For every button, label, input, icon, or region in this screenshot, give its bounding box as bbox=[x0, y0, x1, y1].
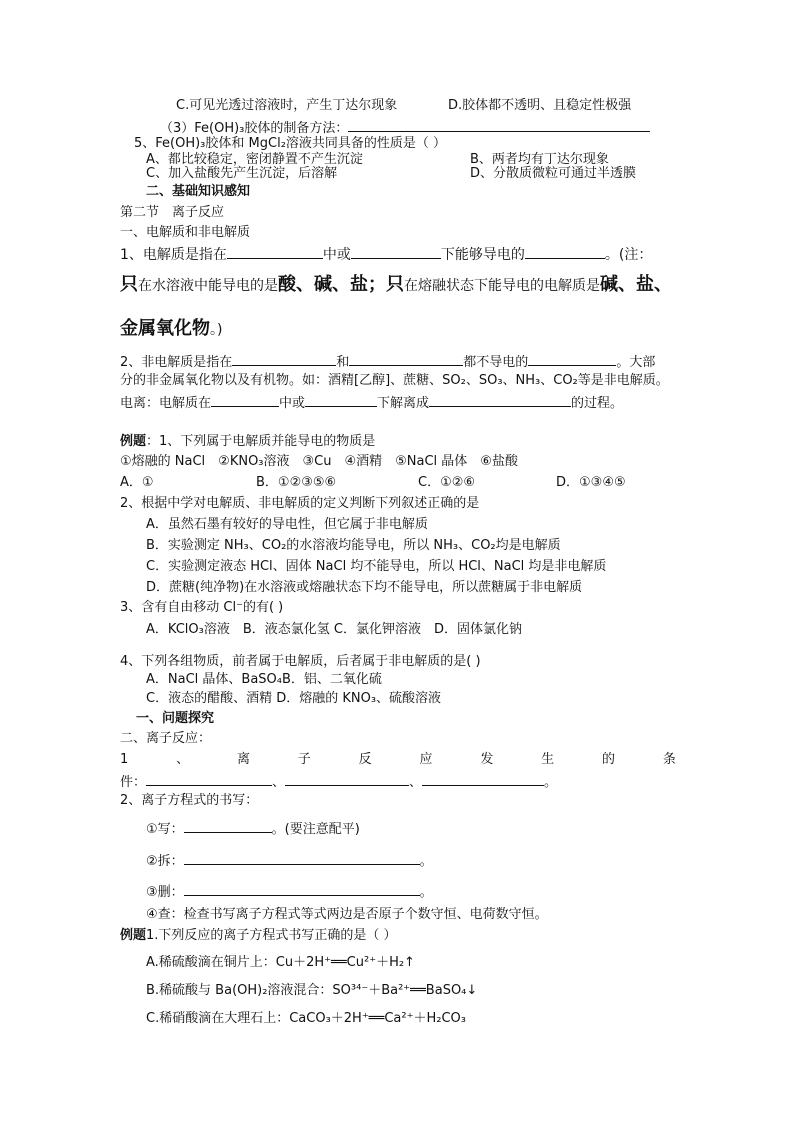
word: 应 bbox=[419, 752, 433, 767]
example-3-options: A．KClO₃溶液 B．液态氯化氢 C．氯化钾溶液 D．固体氯化钠 bbox=[146, 622, 522, 637]
text: 在水溶液中能导电的是 bbox=[138, 278, 278, 294]
word: 生 bbox=[541, 752, 555, 767]
text: 。 bbox=[544, 775, 558, 790]
blank bbox=[184, 819, 272, 833]
example-1-option-b: B．①②③⑤⑥ bbox=[256, 475, 337, 490]
example-4-question: 4、下列各组物质，前者属于电解质，后者属于非电解质的是( ) bbox=[120, 654, 481, 669]
example-3-question: 3、含有自由移动 Cl⁻的有( ) bbox=[120, 600, 284, 615]
text: ①写： bbox=[146, 822, 184, 837]
word: 子 bbox=[297, 752, 311, 767]
word: 发 bbox=[480, 752, 494, 767]
word: 离 bbox=[236, 752, 250, 767]
blank bbox=[227, 245, 323, 259]
step-check: ④查：检查书写离子方程式等式两边是否原子个数守恒、电荷数守恒。 bbox=[146, 907, 548, 922]
text: 下能够导电的 bbox=[440, 247, 525, 263]
text: 、 bbox=[409, 775, 423, 790]
text: 下解离成 bbox=[377, 396, 430, 411]
ionic-example-option-c: C.稀硝酸滴在大理石上：CaCO₃＋2H⁺══Ca²⁺＋H₂CO₃ bbox=[146, 1011, 466, 1026]
text: ②拆： bbox=[146, 854, 184, 869]
word: 1 bbox=[120, 752, 129, 767]
example-4-options-ab: A．NaCl 晶体、BaSO₄B．铝、二氧化硫 bbox=[146, 672, 382, 687]
emphasis: 只 bbox=[386, 274, 404, 295]
ionic-example-question bbox=[120, 927, 397, 945]
question-5-option-a: A、都比较稳定，密闭静置不产生沉淀 bbox=[146, 152, 363, 167]
step-split bbox=[146, 851, 433, 871]
emphasis: 只 bbox=[120, 274, 138, 295]
reaction-conditions-blanks bbox=[120, 772, 557, 792]
blank bbox=[184, 851, 420, 865]
text: 。(注： bbox=[604, 247, 653, 263]
question-3-text: （3）Fe(OH)₃胶体的制备方法： bbox=[160, 121, 349, 136]
step-delete bbox=[146, 882, 433, 902]
word: 条 bbox=[662, 752, 676, 767]
blank bbox=[305, 393, 377, 407]
nonelectrolyte-examples: 分的非金属氧化物以及有机物。如：酒精[乙醇]、蔗糖、SO₂、SO₃、NH₃、CO₂等是非电解质。 bbox=[120, 373, 669, 388]
example-2-question: 2、根据中学对电解质、非电解质的定义判断下列叙述正确的是 bbox=[120, 496, 480, 511]
emphasis: 碱、盐、 bbox=[600, 274, 672, 295]
text: 1、电解质是指在 bbox=[120, 247, 227, 263]
blank bbox=[211, 393, 279, 407]
example-label: 例题 bbox=[120, 928, 147, 943]
word: 、 bbox=[176, 752, 190, 767]
blank bbox=[525, 245, 605, 259]
example-2-option-a: A．虽然石墨有较好的导电性，但它属于非电解质 bbox=[146, 517, 428, 532]
ionic-equation-title: 2、离子方程式的书写： bbox=[120, 793, 259, 808]
emphasis: 金属氧化物 bbox=[120, 318, 210, 339]
text: 1.下列反应的离子方程式书写正确的是（ ） bbox=[146, 928, 397, 943]
question-5: 5、Fe(OH)₃胶体和 MgCl₂溶液共同具备的性质是（ ） bbox=[134, 136, 447, 151]
example-1-option-a: A．① bbox=[120, 475, 154, 490]
example-2-option-b: B．实验测定 NH₃、CO₂的水溶液均能导电，所以 NH₃、CO₂均是电解质 bbox=[146, 538, 561, 553]
blank bbox=[351, 245, 441, 259]
text: 中或 bbox=[322, 247, 351, 263]
example-1-question bbox=[120, 433, 375, 451]
blank bbox=[184, 882, 420, 896]
section-title: 第二节 离子反应 bbox=[120, 205, 225, 220]
example-1-items: ①熔融的 NaCl ②KNO₃溶液 ③Cu ④酒精 ⑤NaCl 晶体 ⑥盐酸 bbox=[120, 454, 518, 469]
text: 都不导电的 bbox=[463, 355, 529, 370]
text: 和 bbox=[336, 355, 350, 370]
question-5-option-d: D、分散质微粒可通过半透膜 bbox=[470, 166, 637, 181]
ionization-definition bbox=[120, 393, 623, 413]
note-line-2 bbox=[120, 316, 222, 343]
example-2-option-d: D．蔗糖(纯净物)在水溶液或熔融状态下均不能导电，所以蔗糖属于非电解质 bbox=[146, 580, 583, 595]
definition-nonelectrolyte bbox=[120, 352, 655, 372]
text: 、 bbox=[272, 775, 286, 790]
word: 反 bbox=[358, 752, 372, 767]
example-4-options-cd: C．液态的醋酸、酒精 D．熔融的 KNO₃、硫酸溶液 bbox=[146, 691, 442, 706]
text: 2、非电解质是指在 bbox=[120, 355, 233, 370]
example-2-option-c: C．实验测定液态 HCl、固体 NaCl 均不能导电，所以 HCl、NaCl 均是非电解质 bbox=[146, 559, 607, 574]
text: 中或 bbox=[279, 396, 306, 411]
text: 电离：电解质在 bbox=[120, 396, 212, 411]
option-c: C.可见光透过溶液时，产生丁达尔现象 bbox=[176, 98, 398, 113]
text: 。 bbox=[419, 885, 433, 900]
text: 件： bbox=[120, 775, 147, 790]
ionic-example-option-a: A.稀硫酸滴在铜片上：Cu＋2H⁺══Cu²⁺＋H₂↑ bbox=[146, 955, 415, 970]
definition-electrolyte bbox=[120, 245, 652, 264]
ionic-reaction-title: 二、离子反应： bbox=[120, 731, 212, 746]
example-1-option-c: C．①②⑥ bbox=[418, 475, 476, 490]
text: 。(要注意配平) bbox=[271, 822, 360, 837]
blank bbox=[146, 772, 272, 786]
option-d: D.胶体都不透明、且稳定性极强 bbox=[448, 98, 632, 113]
answer-blank bbox=[348, 118, 650, 132]
blank bbox=[349, 352, 463, 366]
basic-knowledge-heading: 二、基础知识感知 bbox=[146, 184, 251, 199]
ionic-example-option-b: B.稀硫酸与 Ba(OH)₂溶液混合：SO³⁴⁻＋Ba²⁺══BaSO₄↓ bbox=[146, 983, 478, 998]
subsection-electrolytes: 一、电解质和非电解质 bbox=[120, 225, 251, 240]
note-line bbox=[120, 272, 672, 299]
emphasis: 酸、碱、盐 bbox=[278, 274, 368, 295]
text: ：1、下列属于电解质并能导电的物质是 bbox=[146, 434, 376, 449]
blank bbox=[528, 352, 616, 366]
text: 。) bbox=[210, 322, 223, 338]
text: ③删： bbox=[146, 885, 184, 900]
blank bbox=[429, 393, 571, 407]
step-write bbox=[146, 819, 360, 839]
question-5-option-b: B、两者均有丁达尔现象 bbox=[470, 152, 609, 167]
word: 的 bbox=[602, 752, 616, 767]
text: 。大部 bbox=[616, 355, 656, 370]
blank bbox=[232, 352, 336, 366]
text: 。 bbox=[419, 854, 433, 869]
blank bbox=[285, 772, 409, 786]
text: 在熔融状态下能导电的电解质是 bbox=[404, 278, 600, 294]
example-label: 例题 bbox=[120, 434, 147, 449]
text: ； bbox=[368, 274, 386, 295]
example-1-option-d: D．①③④⑤ bbox=[556, 475, 626, 490]
text: 的过程。 bbox=[571, 396, 624, 411]
question-5-option-c: C、加入盐酸先产生沉淀，后溶解 bbox=[146, 166, 338, 181]
problem-exploration-heading: 一、问题探究 bbox=[136, 711, 215, 726]
reaction-conditions-line bbox=[120, 751, 676, 769]
blank bbox=[422, 772, 544, 786]
